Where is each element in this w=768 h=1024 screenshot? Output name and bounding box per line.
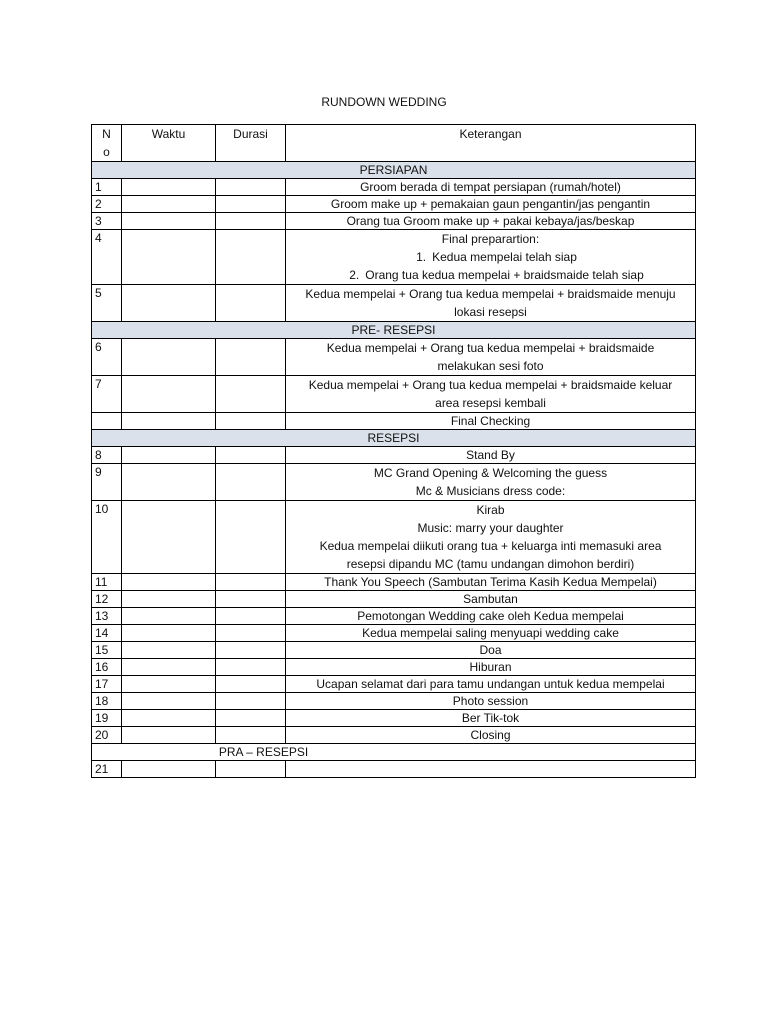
waktu-cell [122, 591, 216, 608]
waktu-cell [122, 213, 216, 230]
header-no: N o [92, 125, 122, 162]
list-item-text: Orang tua kedua mempelai + braidsmaide telah siap [365, 268, 644, 282]
keterangan-cell: Hiburan [286, 659, 696, 676]
waktu-cell [122, 727, 216, 744]
document-title: RUNDOWN WEDDING [321, 95, 447, 109]
row-number: 10 [92, 501, 122, 574]
durasi-cell [216, 179, 286, 196]
row-number: 9 [92, 464, 122, 501]
durasi-cell [216, 693, 286, 710]
waktu-cell [122, 659, 216, 676]
section-label: RESEPSI [92, 430, 696, 447]
row-number: 7 [92, 376, 122, 413]
waktu-cell [122, 710, 216, 727]
keterangan-cell: Photo session [286, 693, 696, 710]
table-header-row [92, 125, 696, 162]
waktu-cell [122, 693, 216, 710]
row-number: 17 [92, 676, 122, 693]
waktu-cell [122, 285, 216, 322]
table-row [92, 727, 696, 744]
table-row [92, 608, 696, 625]
durasi-cell [216, 591, 286, 608]
table-row [92, 574, 696, 591]
keterangan-cell: Doa [286, 642, 696, 659]
table-row [92, 761, 696, 778]
row-number: 8 [92, 447, 122, 464]
row-number: 19 [92, 710, 122, 727]
durasi-cell [216, 761, 286, 778]
durasi-cell [216, 376, 286, 413]
waktu-cell [122, 761, 216, 778]
keterangan-cell: Closing [286, 727, 696, 744]
row-number: 21 [92, 761, 122, 778]
keterangan-cell [286, 230, 696, 285]
row-number: 13 [92, 608, 122, 625]
waktu-cell [122, 642, 216, 659]
row-number: 5 [92, 285, 122, 322]
durasi-cell [216, 464, 286, 501]
table-row [92, 196, 696, 213]
row-number: 2 [92, 196, 122, 213]
keterangan-cell: Final Checking [286, 413, 696, 430]
list-item-number: 2. [349, 268, 360, 282]
keterangan-cell: Kedua mempelai + Orang tua kedua mempelai + braidsmaide keluar area resepsi kembali [286, 376, 696, 413]
waktu-cell [122, 230, 216, 285]
waktu-cell [122, 447, 216, 464]
durasi-cell [216, 625, 286, 642]
waktu-cell [122, 608, 216, 625]
header-keterangan: Keterangan [286, 125, 696, 162]
table-row [92, 179, 696, 196]
durasi-cell [216, 501, 286, 574]
table-row [92, 413, 696, 430]
row-number: 1 [92, 179, 122, 196]
durasi-cell [216, 710, 286, 727]
row-number: 15 [92, 642, 122, 659]
section-pra-resepsi [92, 744, 696, 761]
table-row [92, 339, 696, 376]
durasi-cell [216, 574, 286, 591]
waktu-cell [122, 625, 216, 642]
durasi-cell [216, 230, 286, 285]
section-label: PERSIAPAN [92, 162, 696, 179]
table-row [92, 625, 696, 642]
waktu-cell [122, 339, 216, 376]
row-number: 3 [92, 213, 122, 230]
table-row [92, 447, 696, 464]
row-number [92, 413, 122, 430]
list-item-number: 1. [416, 250, 427, 264]
durasi-cell [216, 339, 286, 376]
keterangan-cell: Orang tua Groom make up + pakai kebaya/jas/beskap [286, 213, 696, 230]
keterangan-cell [286, 761, 696, 778]
durasi-cell [216, 413, 286, 430]
row-number: 14 [92, 625, 122, 642]
durasi-cell [216, 727, 286, 744]
keterangan-cell: Thank You Speech (Sambutan Terima Kasih Kedua Mempelai) [286, 574, 696, 591]
waktu-cell [122, 464, 216, 501]
keterangan-cell: Stand By [286, 447, 696, 464]
row-number: 18 [92, 693, 122, 710]
table-row [92, 376, 696, 413]
durasi-cell [216, 285, 286, 322]
durasi-cell [216, 659, 286, 676]
list-item [289, 266, 692, 284]
section-label: PRA – RESEPSI [92, 744, 696, 761]
header-waktu: Waktu [122, 125, 216, 162]
section-persiapan [92, 162, 696, 179]
waktu-cell [122, 574, 216, 591]
waktu-cell [122, 376, 216, 413]
row-number: 20 [92, 727, 122, 744]
list-heading: Final preparartion: [441, 232, 540, 246]
rundown-table [91, 124, 696, 778]
row-number: 4 [92, 230, 122, 285]
durasi-cell [216, 196, 286, 213]
table-row [92, 591, 696, 608]
durasi-cell [216, 642, 286, 659]
table-row [92, 230, 696, 285]
row-number: 12 [92, 591, 122, 608]
section-resepsi [92, 430, 696, 447]
table-row [92, 464, 696, 501]
durasi-cell [216, 447, 286, 464]
waktu-cell [122, 179, 216, 196]
keterangan-cell: Kedua mempelai saling menyuapi wedding cake [286, 625, 696, 642]
durasi-cell [216, 608, 286, 625]
row-number: 16 [92, 659, 122, 676]
list-item-text: Kedua mempelai telah siap [432, 250, 577, 264]
table-row [92, 693, 696, 710]
header-durasi: Durasi [216, 125, 286, 162]
keterangan-cell: Pemotongan Wedding cake oleh Kedua mempelai [286, 608, 696, 625]
keterangan-cell: Kedua mempelai + Orang tua kedua mempelai + braidsmaide menuju lokasi resepsi [286, 285, 696, 322]
table-row [92, 501, 696, 574]
table-row [92, 285, 696, 322]
durasi-cell [216, 676, 286, 693]
section-pre-resepsi [92, 322, 696, 339]
keterangan-cell: Kirab Music: marry your daughter Kedua mempelai diikuti orang tua + keluarga inti memasuki area resepsi dipandu MC (tamu undangan dimohon berdiri) [286, 501, 696, 574]
waktu-cell [122, 676, 216, 693]
row-number: 6 [92, 339, 122, 376]
keterangan-cell: Ber Tik-tok [286, 710, 696, 727]
keterangan-cell: MC Grand Opening & Welcoming the guess Mc & Musicians dress code: [286, 464, 696, 501]
table-row [92, 676, 696, 693]
waktu-cell [122, 501, 216, 574]
keterangan-cell: Groom make up + pemakaian gaun pengantin/jas pengantin [286, 196, 696, 213]
list-item [289, 248, 692, 266]
keterangan-cell: Ucapan selamat dari para tamu undangan untuk kedua mempelai [286, 676, 696, 693]
keterangan-cell: Sambutan [286, 591, 696, 608]
keterangan-cell: Groom berada di tempat persiapan (rumah/hotel) [286, 179, 696, 196]
row-number: 11 [92, 574, 122, 591]
section-label: PRE- RESEPSI [92, 322, 696, 339]
keterangan-cell: Kedua mempelai + Orang tua kedua mempelai + braidsmaide melakukan sesi foto [286, 339, 696, 376]
durasi-cell [216, 213, 286, 230]
table-row [92, 213, 696, 230]
table-row [92, 642, 696, 659]
table-row [92, 710, 696, 727]
waktu-cell [122, 196, 216, 213]
table-row [92, 659, 696, 676]
waktu-cell [122, 413, 216, 430]
